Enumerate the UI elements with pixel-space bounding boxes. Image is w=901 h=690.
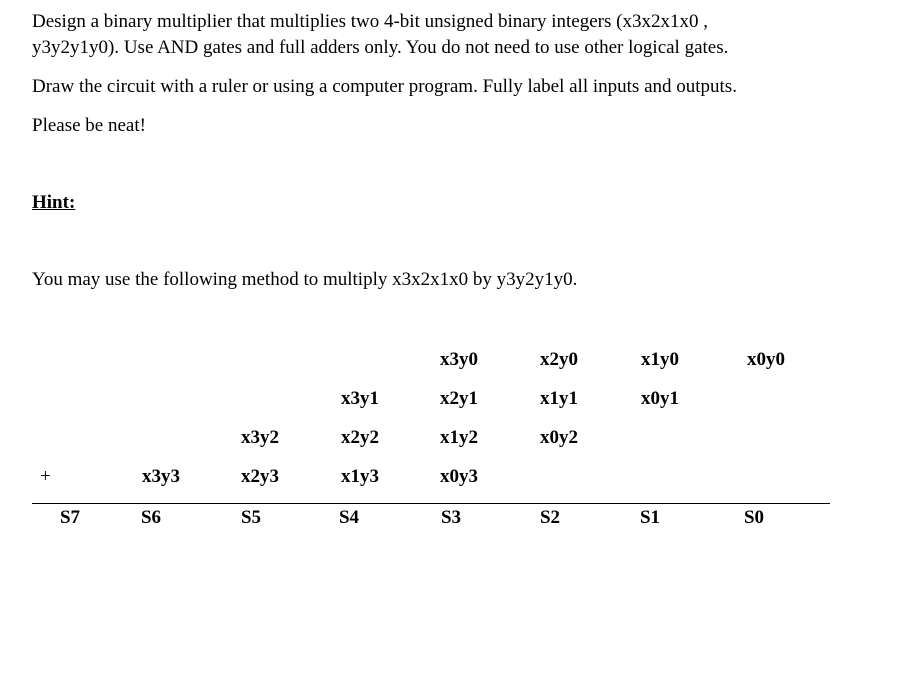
plus-sign: + <box>40 466 51 487</box>
partial-product-x1y3: x1y3 <box>341 466 379 487</box>
partial-product-x0y0: x0y0 <box>747 349 785 370</box>
sum-divider-line <box>32 503 830 504</box>
problem-line-3: Draw the circuit with a ruler or using a computer program. Fully label all inputs and outputs. <box>32 76 737 97</box>
sum-bit-s3: S3 <box>440 507 462 528</box>
partial-product-x3y2: x3y2 <box>241 427 279 448</box>
sum-bit-s1: S1 <box>639 507 661 528</box>
problem-line-1: Design a binary multiplier that multiplies two 4-bit unsigned binary integers (x3x2x1x0 , <box>32 11 708 32</box>
partial-product-x2y2: x2y2 <box>341 427 379 448</box>
partial-product-x3y1: x3y1 <box>341 388 379 409</box>
sum-bit-s2: S2 <box>539 507 561 528</box>
sum-bit-s7: S7 <box>59 507 81 528</box>
partial-product-x1y2: x1y2 <box>440 427 478 448</box>
problem-line-4: Please be neat! <box>32 115 146 136</box>
sum-bit-s5: S5 <box>240 507 262 528</box>
partial-product-x0y1: x0y1 <box>641 388 679 409</box>
sum-bit-s0: S0 <box>743 507 765 528</box>
partial-product-x0y3: x0y3 <box>440 466 478 487</box>
partial-product-x2y3: x2y3 <box>241 466 279 487</box>
sum-bit-s4: S4 <box>338 507 360 528</box>
hint-heading: Hint: <box>32 192 76 213</box>
hint-text: You may use the following method to multiply x3x2x1x0 by y3y2y1y0. <box>32 269 578 290</box>
partial-product-x0y2: x0y2 <box>540 427 578 448</box>
partial-product-x2y0: x2y0 <box>540 349 578 370</box>
partial-product-x1y0: x1y0 <box>641 349 679 370</box>
partial-product-x1y1: x1y1 <box>540 388 578 409</box>
problem-paragraph-1 <box>32 9 728 61</box>
problem-line-2: y3y2y1y0). Use AND gates and full adders only. You do not need to use other logical gates. <box>32 37 729 58</box>
partial-product-x2y1: x2y1 <box>440 388 478 409</box>
sum-bit-s6: S6 <box>140 507 162 528</box>
partial-product-x3y3: x3y3 <box>142 466 180 487</box>
partial-product-x3y0: x3y0 <box>440 349 478 370</box>
